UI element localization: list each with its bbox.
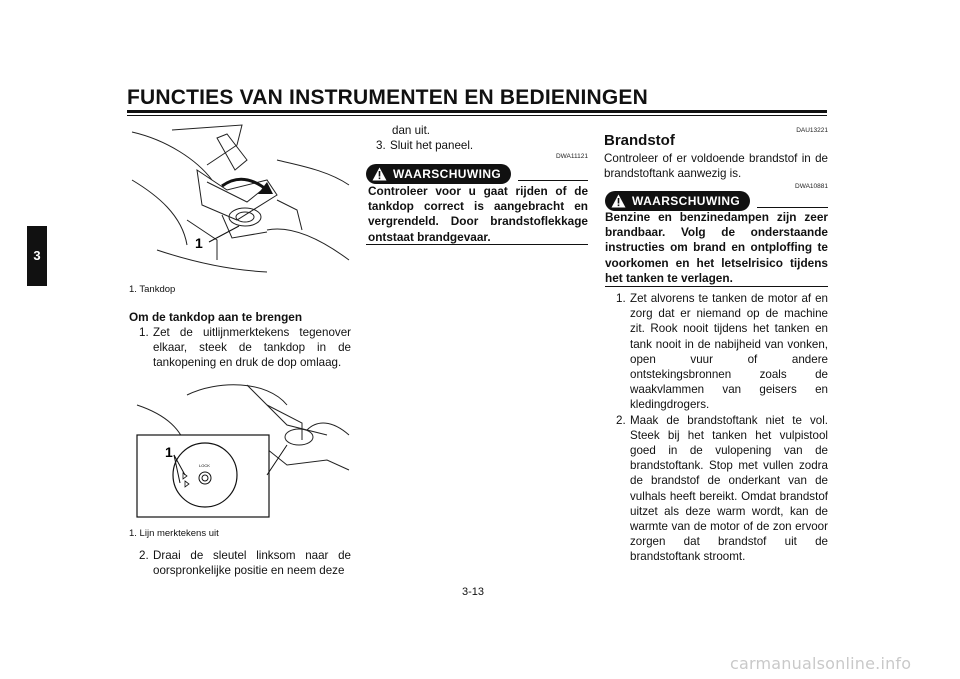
list-text: Sluit het paneel.	[390, 139, 474, 152]
figure1-callout: 1	[195, 235, 203, 251]
list-number: 1.	[139, 326, 149, 339]
figure2-caption: 1. Lijn merktekens uit	[129, 528, 219, 539]
list-number: 2.	[139, 549, 149, 562]
list-text: Maak de brandstoftank niet te vol. Steek bij het tanken het vulpistool goed in de vulopening van de brandstoftank. Stop met vullen zodra de brandstof de onderkant van de vulhals heeft bereikt. Omdat brandstof uitzet als deze warm wordt, kan de warmte van de motor of de zon ervoor zorgen dat brandstof uit de brandstoftank stroomt.	[630, 413, 828, 564]
fuel-cap-illustration	[127, 120, 353, 275]
warning-rule-bottom	[605, 286, 828, 287]
warning-rule-bottom	[366, 244, 588, 245]
warning-triangle-icon	[372, 167, 387, 181]
list-number: 2.	[616, 413, 626, 427]
step-list-1	[129, 325, 351, 371]
figure1-caption: 1. Tankdop	[129, 284, 176, 295]
warning-rule	[757, 207, 828, 208]
list-item	[129, 548, 351, 578]
header-rule-thin	[127, 115, 827, 116]
list-number: 3.	[376, 139, 386, 152]
list-number: 1.	[616, 292, 626, 305]
step-list-3	[366, 138, 588, 153]
list-item	[606, 291, 828, 413]
section-heading: Om de tankdop aan te brengen	[129, 310, 303, 324]
warning-badge	[605, 191, 750, 211]
warning-rule	[518, 180, 588, 181]
list-text: Draai de sleutel linksom naar de oorspronkelijke positie en neem deze	[153, 549, 351, 578]
page-number: 3-13	[462, 586, 485, 598]
section-code: DAU13221	[796, 127, 828, 134]
watermark: carmanualsonline.info	[730, 654, 912, 673]
alignment-marks-illustration	[127, 375, 353, 520]
header-rule	[127, 110, 827, 113]
warning-triangle-icon	[611, 194, 626, 208]
warning-badge	[366, 164, 511, 184]
cap-lock-label: LOCK	[199, 463, 210, 468]
list-text: Zet alvorens te tanken de motor af en zorg dat er niemand op de machine zit. Rook nooit tijdens het tanken en tank nooit in de nabijheid van vonken, open vuur of andere ontstekingsbronnen zoals de waakvlammen van geisers en kledingdrogers.	[630, 292, 828, 412]
list-item	[366, 138, 588, 153]
warning-text: Controleer voor u gaat rijden of de tankdop correct is aangebracht en vergrendeld. Door brandstoflekkage ontstaat brandgevaar.	[368, 184, 588, 244]
list-item	[606, 413, 828, 565]
page-title: FUNCTIES VAN INSTRUMENTEN EN BEDIENINGEN	[127, 86, 648, 109]
warning-label: WAARSCHUWING	[393, 167, 502, 181]
continuation-text: dan uit.	[392, 124, 431, 137]
warning-text: Benzine en benzinedampen zijn zeer brandbaar. Volg de onderstaande instructies om brand en ontploffing te voorkomen en het letselrisico tijdens het tanken te verlagen.	[605, 210, 828, 285]
warning-label: WAARSCHUWING	[632, 194, 741, 208]
list-text: Zet de uitlijnmerktekens tegenover elkaar, steek de tankdop in de tankopening en druk de dop omlaag.	[153, 326, 351, 370]
warning-code: DWA11121	[555, 153, 588, 160]
fuel-instructions-list	[606, 291, 828, 565]
warning-code: DWA10881	[795, 183, 828, 190]
step-list-2	[129, 548, 351, 578]
chapter-tab: 3	[27, 226, 47, 286]
figure2-callout: 1	[165, 444, 173, 460]
section-title: Brandstof	[604, 132, 675, 149]
intro-text: Controleer of er voldoende brandstof in de brandstoftank aanwezig is.	[604, 152, 828, 181]
list-item	[129, 325, 351, 371]
